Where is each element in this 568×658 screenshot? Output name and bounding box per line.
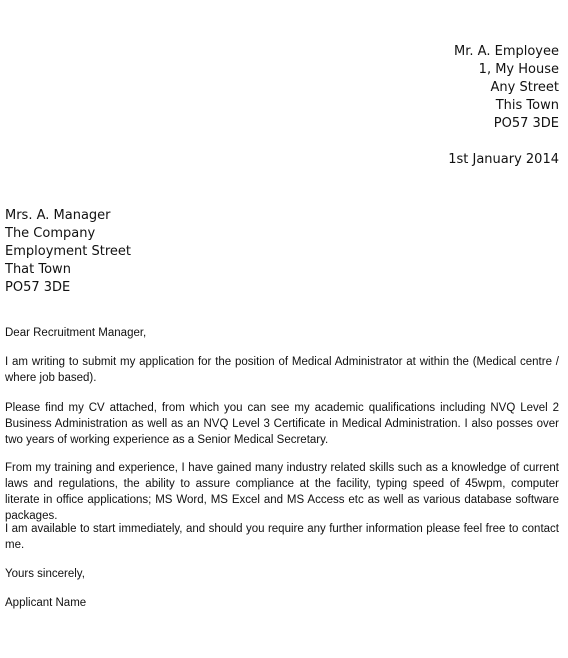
sender-address-line2: Any Street [490,80,559,95]
closing: Yours sincerely, [5,568,85,580]
signature-name: Applicant Name [5,597,87,609]
sender-postcode: PO57 3DE [493,116,559,131]
recipient-name: Mrs. A. Manager [5,208,111,223]
paragraph-availability: I am available to start immediately, and should you require any further information please feel free to contact me. [5,523,559,551]
recipient-town: That Town [5,262,71,277]
recipient-address-block [5,207,131,297]
paragraph-qualifications: Please find my CV attached, from which you can see my academic qualifications including NVQ Level 2 Business Administration as well as an NVQ Level 3 Certificate in Medical Administration. I also posses over two years of working experience as a Senior Medical Secretary. [5,402,559,446]
recipient-company: The Company [5,226,96,241]
recipient-street: Employment Street [5,244,132,259]
sender-town: This Town [495,98,559,113]
sender-name: Mr. A. Employee [454,44,559,59]
letter-date: 1st January 2014 [448,152,559,167]
paragraph-skills: From my training and experience, I have gained many industry related skills such as a knowledge of current laws and regulations, the ability to assure compliance at the facility, typing speed of 45wpm, computer literate in office applications; MS Word, MS Excel and MS Access etc as well as various database software packages. [5,462,559,522]
paragraph-position-applied: I am writing to submit my application for the position of Medical Administrator at within the (Medical centre / where job based). [5,356,559,384]
recipient-postcode: PO57 3DE [5,280,71,295]
salutation: Dear Recruitment Manager, [5,327,147,339]
sender-address-line1: 1, My House [478,62,559,77]
sender-address-block [454,43,559,133]
